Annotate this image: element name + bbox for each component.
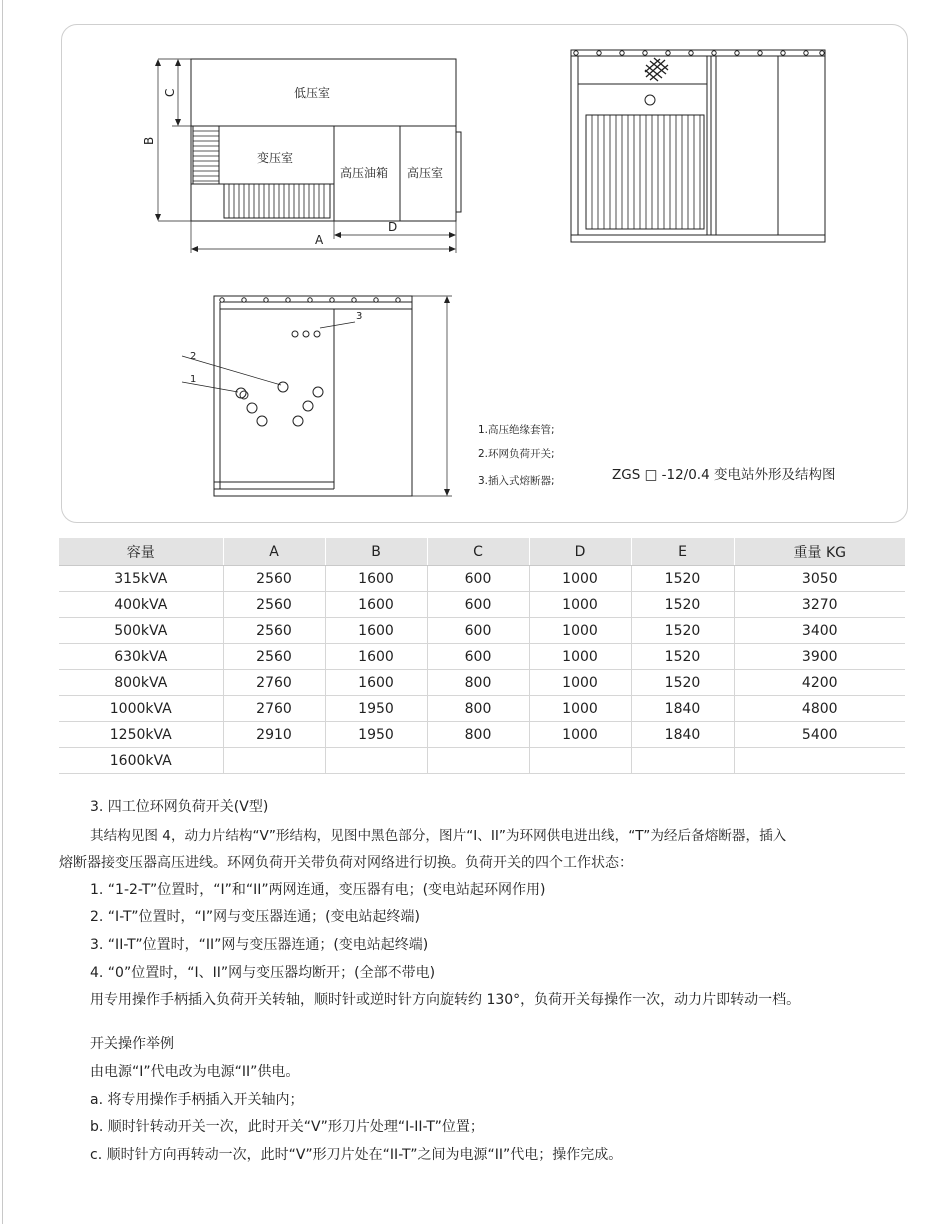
table-cell: 600 — [427, 618, 529, 644]
hv-oil-tank-label: 高压油箱 — [340, 166, 389, 180]
state-item-3: 3. “II-T”位置时，“II”网与变压器连通；(变电站起终端) — [90, 937, 429, 953]
table-cell: 800 — [427, 670, 529, 696]
table-cell: 600 — [427, 566, 529, 592]
table-cell: 315kVA — [59, 566, 223, 592]
state-item-2: 2. “I-T”位置时，“I”网与变压器连通；(变电站起终端) — [90, 909, 421, 925]
table-cell: 1600 — [325, 566, 427, 592]
table-cell: 1520 — [631, 592, 734, 618]
table-cell: 2760 — [223, 670, 325, 696]
table-cell: 800kVA — [59, 670, 223, 696]
low-voltage-room-label: 低压室 — [294, 86, 331, 100]
table-cell: 1520 — [631, 618, 734, 644]
table-cell: 1000kVA — [59, 696, 223, 722]
table-cell: 3400 — [734, 618, 905, 644]
table-cell: 1520 — [631, 670, 734, 696]
header-c: C — [427, 538, 529, 566]
table-cell: 600 — [427, 592, 529, 618]
legend-item-3: 3.插入式熔断器; — [478, 475, 555, 487]
table-cell: 500kVA — [59, 618, 223, 644]
table-cell: 4200 — [734, 670, 905, 696]
table-cell — [529, 748, 631, 774]
table-cell: 1600kVA — [59, 748, 223, 774]
header-b: B — [325, 538, 427, 566]
dim-d-label: D — [388, 220, 398, 234]
table-cell: 1000 — [529, 618, 631, 644]
table-cell: 2910 — [223, 722, 325, 748]
table-cell: 1520 — [631, 644, 734, 670]
page-left-rule — [2, 0, 3, 1224]
table-header-row — [59, 538, 905, 566]
legend-item-2: 2.环网负荷开关; — [478, 448, 555, 460]
figure-caption: ZGS □ -12/0.4 变电站外形及结构图 — [612, 467, 836, 483]
callout-3-label: 3 — [356, 311, 363, 322]
table-cell: 1520 — [631, 566, 734, 592]
table-cell: 600 — [427, 644, 529, 670]
step-a: a. 将专用操作手柄插入开关轴内； — [90, 1092, 304, 1108]
table-row — [59, 748, 905, 774]
table-cell: 1840 — [631, 722, 734, 748]
switch-structure-drawing — [182, 296, 452, 496]
specification-table — [59, 538, 905, 774]
table-row — [59, 618, 905, 644]
front-view-drawing — [571, 50, 825, 242]
legend-item-1: 1.高压绝缘套管; — [478, 424, 555, 436]
example-intro: 由电源“I”代电改为电源“II”供电。 — [90, 1064, 300, 1080]
header-a: A — [223, 538, 325, 566]
step-b: b. 顺时针转动开关一次，此时开关“V”形刀片处理“I-II-T”位置； — [90, 1119, 484, 1135]
table-cell: 400kVA — [59, 592, 223, 618]
dim-c-label: C — [163, 88, 177, 97]
table-row — [59, 644, 905, 670]
side-view-drawing — [142, 59, 461, 253]
dim-b-label: B — [142, 136, 156, 145]
table-cell — [427, 748, 529, 774]
table-cell: 1600 — [325, 644, 427, 670]
state-item-4: 4. “0”位置时，“I、II”网与变压器均断开；(全部不带电) — [90, 965, 436, 981]
table-cell: 3270 — [734, 592, 905, 618]
paragraph-1-line-1: 其结构见图 4，动力片结构“V”形结构，见图中黑色部分，图片“I、II”为环网供电进出线，“T”为经后备熔断器，插入 — [90, 828, 787, 844]
table-row — [59, 592, 905, 618]
section-heading: 3. 四工位环网负荷开关(V型) — [90, 799, 269, 815]
callout-1-label: 1 — [190, 374, 197, 385]
table-cell: 1600 — [325, 618, 427, 644]
table-row — [59, 566, 905, 592]
table-cell: 800 — [427, 696, 529, 722]
transformer-room-label: 变压室 — [257, 151, 294, 165]
table-cell: 4800 — [734, 696, 905, 722]
table-cell: 2560 — [223, 592, 325, 618]
table-cell: 2560 — [223, 618, 325, 644]
table-cell: 1000 — [529, 592, 631, 618]
table-cell — [734, 748, 905, 774]
table-cell — [631, 748, 734, 774]
table-row — [59, 722, 905, 748]
table-cell: 1600 — [325, 592, 427, 618]
table-row — [59, 696, 905, 722]
header-e: E — [631, 538, 734, 566]
table-cell: 2560 — [223, 566, 325, 592]
table-cell: 1600 — [325, 670, 427, 696]
table-cell — [223, 748, 325, 774]
table-cell: 1000 — [529, 566, 631, 592]
callout-2-label: 2 — [190, 351, 197, 362]
state-item-1: 1. “1-2-T”位置时，“I”和“II”两网连通，变压器有电；(变电站起环网作用) — [90, 882, 546, 898]
table-cell: 1950 — [325, 696, 427, 722]
table-cell: 1000 — [529, 696, 631, 722]
table-cell: 1950 — [325, 722, 427, 748]
structure-figure-panel — [61, 24, 908, 523]
paragraph-1-line-2: 熔断器接变压器高压进线。环网负荷开关带负荷对网络进行切换。负荷开关的四个工作状态： — [59, 855, 633, 871]
table-cell — [325, 748, 427, 774]
dim-a-label: A — [315, 233, 324, 247]
table-cell: 1840 — [631, 696, 734, 722]
example-title: 开关操作举例 — [90, 1036, 174, 1052]
header-weight: 重量 KG — [734, 538, 905, 566]
paragraph-2: 用专用操作手柄插入负荷开关转轴，顺时针或逆时针方向旋转约 130°，负荷开关每操作一次，动力片即转动一档。 — [90, 992, 801, 1008]
table-cell: 2560 — [223, 644, 325, 670]
table-cell: 1250kVA — [59, 722, 223, 748]
table-cell: 3900 — [734, 644, 905, 670]
table-cell: 3050 — [734, 566, 905, 592]
table-cell: 2760 — [223, 696, 325, 722]
high-voltage-room-label: 高压室 — [407, 166, 444, 180]
header-capacity: 容量 — [59, 538, 223, 566]
table-cell: 1000 — [529, 722, 631, 748]
table-cell: 5400 — [734, 722, 905, 748]
step-c: c. 顺时针方向再转动一次，此时“V”形刀片处在“II-T”之间为电源“II”代电；操作完成。 — [90, 1147, 623, 1163]
table-cell: 1000 — [529, 644, 631, 670]
header-d: D — [529, 538, 631, 566]
table-cell: 1000 — [529, 670, 631, 696]
table-cell: 800 — [427, 722, 529, 748]
table-row — [59, 670, 905, 696]
table-cell: 630kVA — [59, 644, 223, 670]
structure-drawing — [62, 25, 907, 522]
